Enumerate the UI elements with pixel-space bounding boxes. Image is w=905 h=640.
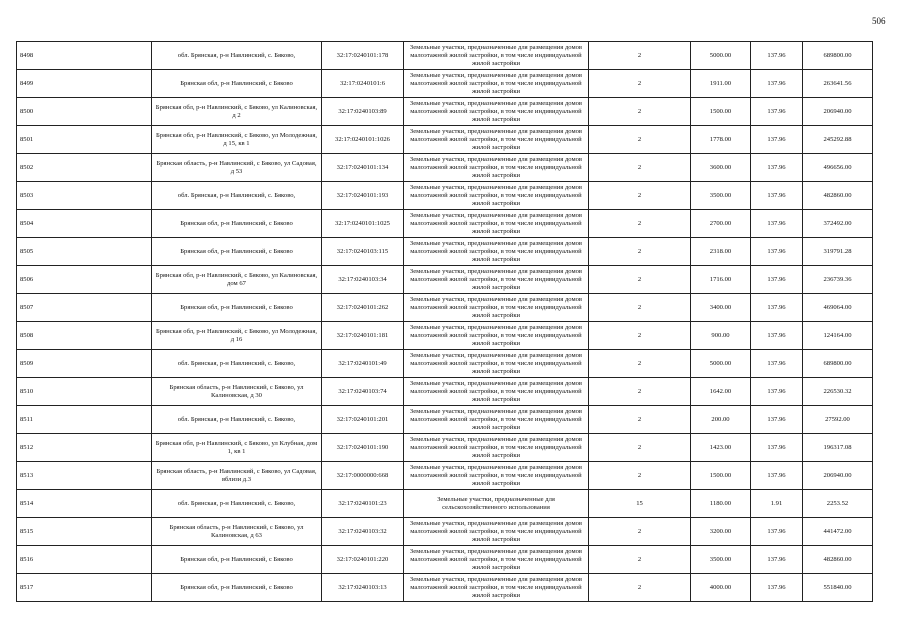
table-row bbox=[17, 350, 873, 378]
land-use-cell: Земельные участки, предназначенные для сельскохозяйственного использования bbox=[404, 490, 589, 518]
address-cell: Брянская обл, р-н Навлинский, с Бяково, ул Молодежная, д 15, кв 1 bbox=[152, 126, 322, 154]
cadastral-number-cell: 32:17:0240101:1026 bbox=[322, 126, 404, 154]
cadastral-number-cell: 32:17:0240101:1025 bbox=[322, 210, 404, 238]
row-number-cell: 8514 bbox=[17, 490, 152, 518]
cadastral-number-cell: 32:17:0240101:23 bbox=[322, 490, 404, 518]
rate-cell: 137.96 bbox=[751, 462, 803, 490]
rate-cell: 137.96 bbox=[751, 210, 803, 238]
row-number-cell: 8503 bbox=[17, 182, 152, 210]
group-cell: 2 bbox=[589, 406, 691, 434]
group-cell: 2 bbox=[589, 210, 691, 238]
group-cell: 2 bbox=[589, 266, 691, 294]
table-row bbox=[17, 406, 873, 434]
row-number-cell: 8498 bbox=[17, 42, 152, 70]
area-cell: 200.00 bbox=[691, 406, 751, 434]
rate-cell: 137.96 bbox=[751, 238, 803, 266]
table-row bbox=[17, 182, 873, 210]
cadastral-value-cell: 319791.28 bbox=[803, 238, 873, 266]
table-row bbox=[17, 154, 873, 182]
area-cell: 3400.00 bbox=[691, 294, 751, 322]
cadastral-value-cell: 441472.00 bbox=[803, 518, 873, 546]
address-cell: Брянская обл, р-н Навлинский, с Бяково bbox=[152, 70, 322, 98]
land-use-cell: Земельные участки, предназначенные для размещения домов малоэтажной жилой застройки, в том числе индивидуальной жилой застройки bbox=[404, 266, 589, 294]
cadastral-number-cell: 32:17:0240101:178 bbox=[322, 42, 404, 70]
area-cell: 1716.00 bbox=[691, 266, 751, 294]
row-number-cell: 8506 bbox=[17, 266, 152, 294]
row-number-cell: 8515 bbox=[17, 518, 152, 546]
address-cell: обл. Брянская, р-н Навлинский, с. Бяково, bbox=[152, 350, 322, 378]
address-cell: Брянская область, р-н Навлинский, с Бяково, ул Садовая, д 53 bbox=[152, 154, 322, 182]
area-cell: 3200.00 bbox=[691, 518, 751, 546]
table-row bbox=[17, 266, 873, 294]
cadastral-number-cell: 32:17:0240101:6 bbox=[322, 70, 404, 98]
cadastral-value-cell: 2253.52 bbox=[803, 490, 873, 518]
cadastral-value-cell: 206940.00 bbox=[803, 462, 873, 490]
row-number-cell: 8500 bbox=[17, 98, 152, 126]
area-cell: 1642.00 bbox=[691, 378, 751, 406]
land-use-cell: Земельные участки, предназначенные для размещения домов малоэтажной жилой застройки, в том числе индивидуальной жилой застройки bbox=[404, 434, 589, 462]
land-use-cell: Земельные участки, предназначенные для размещения домов малоэтажной жилой застройки, в том числе индивидуальной жилой застройки bbox=[404, 70, 589, 98]
land-use-cell: Земельные участки, предназначенные для размещения домов малоэтажной жилой застройки, в том числе индивидуальной жилой застройки bbox=[404, 462, 589, 490]
group-cell: 2 bbox=[589, 378, 691, 406]
cadastral-number-cell: 32:17:0240103:74 bbox=[322, 378, 404, 406]
address-cell: Брянская обл, р-н Навлинский, с Бяково, ул Калиновская, д 2 bbox=[152, 98, 322, 126]
cadastral-value-cell: 496656.00 bbox=[803, 154, 873, 182]
land-use-cell: Земельные участки, предназначенные для размещения домов малоэтажной жилой застройки, в том числе индивидуальной жилой застройки bbox=[404, 518, 589, 546]
row-number-cell: 8516 bbox=[17, 546, 152, 574]
table-row bbox=[17, 98, 873, 126]
cadastral-value-cell: 689800.00 bbox=[803, 350, 873, 378]
land-use-cell: Земельные участки, предназначенные для размещения домов малоэтажной жилой застройки, в том числе индивидуальной жилой застройки bbox=[404, 126, 589, 154]
area-cell: 1500.00 bbox=[691, 98, 751, 126]
area-cell: 900.00 bbox=[691, 322, 751, 350]
row-number-cell: 8512 bbox=[17, 434, 152, 462]
row-number-cell: 8508 bbox=[17, 322, 152, 350]
rate-cell: 137.96 bbox=[751, 350, 803, 378]
cadastral-number-cell: 32:17:0240101:193 bbox=[322, 182, 404, 210]
group-cell: 2 bbox=[589, 462, 691, 490]
row-number-cell: 8513 bbox=[17, 462, 152, 490]
page-number: 506 bbox=[872, 16, 886, 26]
area-cell: 3500.00 bbox=[691, 546, 751, 574]
cadastral-number-cell: 32:17:0240103:89 bbox=[322, 98, 404, 126]
cadastral-value-cell: 551840.00 bbox=[803, 574, 873, 602]
rate-cell: 137.96 bbox=[751, 518, 803, 546]
land-use-cell: Земельные участки, предназначенные для размещения домов малоэтажной жилой застройки, в том числе индивидуальной жилой застройки bbox=[404, 42, 589, 70]
rate-cell: 137.96 bbox=[751, 126, 803, 154]
table-row bbox=[17, 462, 873, 490]
cadastral-number-cell: 32:17:0240101:220 bbox=[322, 546, 404, 574]
address-cell: Брянская обл, р-н Навлинский, с Бяково bbox=[152, 574, 322, 602]
land-use-cell: Земельные участки, предназначенные для размещения домов малоэтажной жилой застройки, в том числе индивидуальной жилой застройки bbox=[404, 350, 589, 378]
group-cell: 15 bbox=[589, 490, 691, 518]
cadastral-number-cell: 32:17:0240101:201 bbox=[322, 406, 404, 434]
area-cell: 1500.00 bbox=[691, 462, 751, 490]
cadastral-value-cell: 263641.56 bbox=[803, 70, 873, 98]
group-cell: 2 bbox=[589, 42, 691, 70]
rate-cell: 137.96 bbox=[751, 70, 803, 98]
table-row bbox=[17, 546, 873, 574]
address-cell: Брянская обл, р-н Навлинский, с Бяково bbox=[152, 294, 322, 322]
area-cell: 1778.00 bbox=[691, 126, 751, 154]
area-cell: 1180.00 bbox=[691, 490, 751, 518]
row-number-cell: 8511 bbox=[17, 406, 152, 434]
rate-cell: 137.96 bbox=[751, 322, 803, 350]
cadastral-value-cell: 689800.00 bbox=[803, 42, 873, 70]
group-cell: 2 bbox=[589, 434, 691, 462]
cadastral-value-cell: 469064.00 bbox=[803, 294, 873, 322]
cadastral-number-cell: 32:17:0240103:32 bbox=[322, 518, 404, 546]
cadastral-number-cell: 32:17:0000000:668 bbox=[322, 462, 404, 490]
table-row bbox=[17, 434, 873, 462]
cadastral-value-cell: 482860.00 bbox=[803, 182, 873, 210]
group-cell: 2 bbox=[589, 574, 691, 602]
row-number-cell: 8507 bbox=[17, 294, 152, 322]
cadastral-number-cell: 32:17:0240101:134 bbox=[322, 154, 404, 182]
table-row bbox=[17, 294, 873, 322]
group-cell: 2 bbox=[589, 322, 691, 350]
row-number-cell: 8501 bbox=[17, 126, 152, 154]
area-cell: 4000.00 bbox=[691, 574, 751, 602]
address-cell: Брянская обл, р-н Навлинский, с Бяково, ул Калиновская, дом 67 bbox=[152, 266, 322, 294]
rate-cell: 137.96 bbox=[751, 154, 803, 182]
group-cell: 2 bbox=[589, 350, 691, 378]
address-cell: Брянская область, р-н Навлинский, с Бяково, ул Калиновская, д 30 bbox=[152, 378, 322, 406]
cadastral-number-cell: 32:17:0240101:190 bbox=[322, 434, 404, 462]
cadastral-value-cell: 372492.00 bbox=[803, 210, 873, 238]
table-row bbox=[17, 574, 873, 602]
table-row bbox=[17, 210, 873, 238]
cadastral-number-cell: 32:17:0240101:262 bbox=[322, 294, 404, 322]
table-row bbox=[17, 378, 873, 406]
rate-cell: 137.96 bbox=[751, 434, 803, 462]
row-number-cell: 8509 bbox=[17, 350, 152, 378]
rate-cell: 137.96 bbox=[751, 378, 803, 406]
address-cell: обл. Брянская, р-н Навлинский, с. Бяково, bbox=[152, 490, 322, 518]
cadastral-value-cell: 196317.08 bbox=[803, 434, 873, 462]
rate-cell: 137.96 bbox=[751, 266, 803, 294]
land-use-cell: Земельные участки, предназначенные для размещения домов малоэтажной жилой застройки, в том числе индивидуальной жилой застройки bbox=[404, 154, 589, 182]
cadastral-value-cell: 27592.00 bbox=[803, 406, 873, 434]
land-use-cell: Земельные участки, предназначенные для размещения домов малоэтажной жилой застройки, в том числе индивидуальной жилой застройки bbox=[404, 378, 589, 406]
area-cell: 3600.00 bbox=[691, 154, 751, 182]
area-cell: 2318.00 bbox=[691, 238, 751, 266]
table-row bbox=[17, 238, 873, 266]
rate-cell: 137.96 bbox=[751, 42, 803, 70]
group-cell: 2 bbox=[589, 182, 691, 210]
address-cell: Брянская область, р-н Навлинский, с Бяково, ул Калиновская, д 63 bbox=[152, 518, 322, 546]
cadastral-value-cell: 236739.36 bbox=[803, 266, 873, 294]
group-cell: 2 bbox=[589, 98, 691, 126]
cadastral-value-cell: 206940.00 bbox=[803, 98, 873, 126]
cadastral-value-cell: 245292.88 bbox=[803, 126, 873, 154]
rate-cell: 137.96 bbox=[751, 574, 803, 602]
table-body bbox=[17, 42, 873, 602]
row-number-cell: 8504 bbox=[17, 210, 152, 238]
cadastral-value-cell: 124164.00 bbox=[803, 322, 873, 350]
group-cell: 2 bbox=[589, 126, 691, 154]
land-use-cell: Земельные участки, предназначенные для размещения домов малоэтажной жилой застройки, в том числе индивидуальной жилой застройки bbox=[404, 182, 589, 210]
group-cell: 2 bbox=[589, 518, 691, 546]
rate-cell: 137.96 bbox=[751, 406, 803, 434]
group-cell: 2 bbox=[589, 294, 691, 322]
address-cell: обл. Брянская, р-н Навлинский, с. Бяково, bbox=[152, 182, 322, 210]
land-use-cell: Земельные участки, предназначенные для размещения домов малоэтажной жилой застройки, в том числе индивидуальной жилой застройки bbox=[404, 574, 589, 602]
area-cell: 1911.00 bbox=[691, 70, 751, 98]
area-cell: 1423.00 bbox=[691, 434, 751, 462]
table-row bbox=[17, 322, 873, 350]
land-use-cell: Земельные участки, предназначенные для размещения домов малоэтажной жилой застройки, в том числе индивидуальной жилой застройки bbox=[404, 238, 589, 266]
rate-cell: 1.91 bbox=[751, 490, 803, 518]
rate-cell: 137.96 bbox=[751, 98, 803, 126]
land-use-cell: Земельные участки, предназначенные для размещения домов малоэтажной жилой застройки, в том числе индивидуальной жилой застройки bbox=[404, 406, 589, 434]
cadastral-number-cell: 32:17:0240103:13 bbox=[322, 574, 404, 602]
address-cell: Брянская обл, р-н Навлинский, с Бяково bbox=[152, 210, 322, 238]
row-number-cell: 8499 bbox=[17, 70, 152, 98]
cadastral-value-cell: 482860.00 bbox=[803, 546, 873, 574]
group-cell: 2 bbox=[589, 70, 691, 98]
cadastral-value-table bbox=[16, 41, 873, 602]
area-cell: 5000.00 bbox=[691, 350, 751, 378]
table-row bbox=[17, 518, 873, 546]
address-cell: Брянская обл, р-н Навлинский, с Бяково bbox=[152, 546, 322, 574]
rate-cell: 137.96 bbox=[751, 294, 803, 322]
row-number-cell: 8502 bbox=[17, 154, 152, 182]
cadastral-number-cell: 32:17:0240101:181 bbox=[322, 322, 404, 350]
group-cell: 2 bbox=[589, 238, 691, 266]
cadastral-number-cell: 32:17:0240103:34 bbox=[322, 266, 404, 294]
row-number-cell: 8517 bbox=[17, 574, 152, 602]
address-cell: Брянская область, р-н Навлинский, с Бяково, ул Садовая, вблизи д.3 bbox=[152, 462, 322, 490]
row-number-cell: 8505 bbox=[17, 238, 152, 266]
address-cell: обл. Брянская, р-н Навлинский, с. Бяково, bbox=[152, 42, 322, 70]
table-row bbox=[17, 126, 873, 154]
area-cell: 2700.00 bbox=[691, 210, 751, 238]
group-cell: 2 bbox=[589, 546, 691, 574]
group-cell: 2 bbox=[589, 154, 691, 182]
area-cell: 3500.00 bbox=[691, 182, 751, 210]
land-use-cell: Земельные участки, предназначенные для размещения домов малоэтажной жилой застройки, в том числе индивидуальной жилой застройки bbox=[404, 210, 589, 238]
cadastral-number-cell: 32:17:0240101:49 bbox=[322, 350, 404, 378]
land-use-cell: Земельные участки, предназначенные для размещения домов малоэтажной жилой застройки, в том числе индивидуальной жилой застройки bbox=[404, 98, 589, 126]
area-cell: 5000.00 bbox=[691, 42, 751, 70]
table-row bbox=[17, 70, 873, 98]
cadastral-number-cell: 32:17:0240103:115 bbox=[322, 238, 404, 266]
rate-cell: 137.96 bbox=[751, 182, 803, 210]
land-use-cell: Земельные участки, предназначенные для размещения домов малоэтажной жилой застройки, в том числе индивидуальной жилой застройки bbox=[404, 546, 589, 574]
address-cell: Брянская обл, р-н Навлинский, с Бяково, ул Клубная, дом 1, кв 1 bbox=[152, 434, 322, 462]
row-number-cell: 8510 bbox=[17, 378, 152, 406]
land-use-cell: Земельные участки, предназначенные для размещения домов малоэтажной жилой застройки, в том числе индивидуальной жилой застройки bbox=[404, 322, 589, 350]
address-cell: обл. Брянская, р-н Навлинский, с. Бяково, bbox=[152, 406, 322, 434]
address-cell: Брянская обл, р-н Навлинский, с Бяково, ул Молодежная, д 16 bbox=[152, 322, 322, 350]
cadastral-value-cell: 226530.32 bbox=[803, 378, 873, 406]
address-cell: Брянская обл, р-н Навлинский, с Бяково bbox=[152, 238, 322, 266]
land-use-cell: Земельные участки, предназначенные для размещения домов малоэтажной жилой застройки, в том числе индивидуальной жилой застройки bbox=[404, 294, 589, 322]
rate-cell: 137.96 bbox=[751, 546, 803, 574]
table-row bbox=[17, 490, 873, 518]
table-row bbox=[17, 42, 873, 70]
